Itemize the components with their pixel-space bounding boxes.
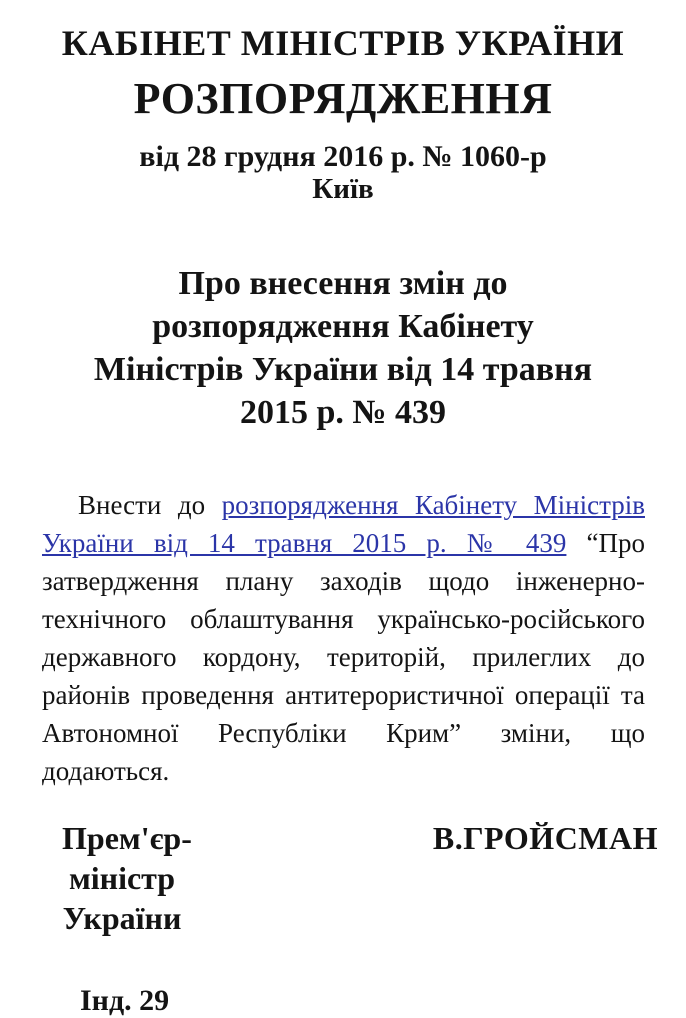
document-title-line: Про внесення змін до	[178, 265, 508, 303]
document-title-line: розпорядження Кабінету	[152, 308, 534, 346]
referenced-decree-link[interactable]: розпорядження Кабінету Міністрів України від 14 травня 2015 р. № 439	[42, 490, 645, 559]
document-title	[0, 262, 686, 434]
signer-role-line: України	[62, 900, 182, 937]
document-type-heading: РОЗПОРЯДЖЕННЯ	[133, 74, 553, 124]
signer-name: В.ГРОЙСМАН	[432, 820, 658, 857]
body-text-after-link: “Про затвердження плану заходів щодо інженерно-технічного облаштування українсько-російського державного кордону, територій, прилеглих до районів проведення антитерористичної операції та Автономної Республіки Крим” зміни, що додаються.	[42, 528, 645, 787]
document-title-line: 2015 р. № 439	[239, 394, 447, 432]
organization-name: КАБІНЕТ МІНІСТРІВ УКРАЇНИ	[61, 23, 625, 63]
body-text-before-link: Внести до	[78, 490, 222, 521]
signature-block	[0, 818, 686, 938]
document-index: Інд. 29	[80, 984, 170, 1018]
document-title-line: Міністрів України від 14 травня	[93, 351, 593, 389]
document-page	[0, 22, 686, 1018]
document-body-paragraph	[42, 486, 645, 790]
document-date-number: від 28 грудня 2016 р. № 1060-р	[139, 139, 547, 173]
signer-role-line: Прем'єр-	[62, 820, 192, 857]
signer-role-line: міністр	[68, 860, 176, 897]
signer-role	[62, 818, 192, 938]
document-city: Київ	[312, 173, 374, 206]
